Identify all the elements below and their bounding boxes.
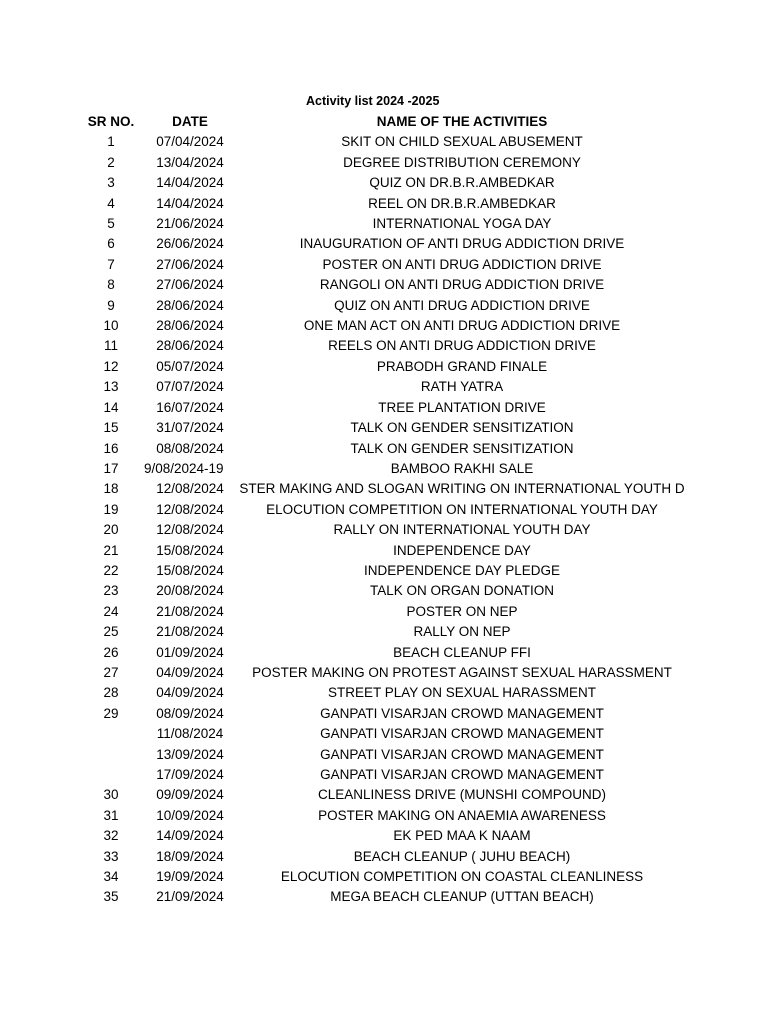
table-row — [78, 847, 688, 867]
sr-no-cell: 26 — [103, 644, 119, 660]
date-cell: 10/09/2024 — [156, 807, 224, 823]
sr-no-cell: 17 — [103, 460, 119, 476]
activity-cell: POSTER ON ANTI DRUG ADDICTION DRIVE — [322, 256, 602, 272]
sr-no-cell: 34 — [103, 869, 119, 885]
date-cell: 18/09/2024 — [156, 848, 224, 864]
table-row — [78, 520, 688, 540]
date-cell: 21/08/2024 — [156, 603, 224, 619]
date-cell: 15/08/2024 — [156, 562, 224, 578]
date-cell: 28/06/2024 — [156, 297, 224, 313]
activity-cell: ONE MAN ACT ON ANTI DRUG ADDICTION DRIVE — [303, 318, 621, 334]
sr-no-cell: 6 — [107, 236, 115, 252]
sr-no-cell: 25 — [103, 624, 119, 640]
activity-cell: RALLY ON NEP — [413, 624, 511, 640]
table-row — [78, 765, 688, 785]
table-row — [78, 887, 688, 907]
sr-no-cell — [78, 765, 144, 785]
table-row — [78, 745, 688, 765]
sr-no-cell: 7 — [107, 256, 115, 272]
sr-no-cell: 31 — [103, 807, 119, 823]
date-cell: 27/06/2024 — [156, 256, 224, 272]
activity-cell: POSTER MAKING ON PROTEST AGAINST SEXUAL HARASSMENT — [252, 664, 672, 680]
activity-cell: REEL ON DR.B.R.AMBEDKAR — [368, 195, 556, 211]
date-cell: 14/04/2024 — [156, 195, 224, 211]
header-sr-no: SR NO. — [87, 114, 135, 129]
activity-cell: QUIZ ON ANTI DRUG ADDICTION DRIVE — [334, 297, 590, 313]
activity-cell: EK PED MAA K NAAM — [393, 828, 531, 844]
sr-no-cell: 18 — [103, 481, 119, 497]
activity-cell: INDEPENDENCE DAY PLEDGE — [363, 562, 561, 578]
sr-no-cell: 30 — [103, 787, 119, 803]
sr-no-cell: 10 — [103, 318, 119, 334]
date-cell: 07/07/2024 — [156, 379, 224, 395]
sr-no-cell: 35 — [103, 889, 119, 905]
sr-no-cell: 3 — [107, 175, 115, 191]
activity-cell: TALK ON GENDER SENSITIZATION — [350, 420, 574, 436]
sr-no-cell: 28 — [103, 685, 119, 701]
date-cell: 08/08/2024 — [156, 440, 224, 456]
sr-no-cell: 23 — [103, 583, 119, 599]
sr-no-cell: 14 — [103, 399, 119, 415]
activity-cell: MEGA BEACH CLEANUP (UTTAN BEACH) — [330, 889, 594, 905]
date-cell: 07/04/2024 — [156, 134, 224, 150]
table-row — [78, 418, 688, 438]
activity-cell: RANGOLI ON ANTI DRUG ADDICTION DRIVE — [319, 277, 605, 293]
sr-no-cell: 27 — [103, 664, 119, 680]
activity-cell: RALLY ON INTERNATIONAL YOUTH DAY — [333, 522, 591, 538]
date-cell: 28/06/2024 — [156, 338, 224, 354]
activity-cell: REELS ON ANTI DRUG ADDICTION DRIVE — [328, 338, 596, 354]
date-cell: 9/08/2024-19 — [144, 460, 224, 476]
sr-no-cell: 4 — [107, 195, 115, 211]
table-row — [78, 683, 688, 703]
sr-no-cell: 8 — [107, 277, 115, 293]
table-row — [78, 234, 688, 254]
table-row — [78, 255, 688, 275]
date-cell: 13/09/2024 — [156, 746, 224, 762]
table-row — [78, 173, 688, 193]
table-header-row — [78, 112, 688, 132]
activity-cell: DEGREE DISTRIBUTION CEREMONY — [343, 154, 581, 170]
table-row — [78, 398, 688, 418]
sr-no-cell: 1 — [107, 134, 115, 150]
table-row — [78, 724, 688, 744]
activity-cell: CLEANLINESS DRIVE (MUNSHI COMPOUND) — [317, 787, 607, 803]
table-row — [78, 663, 688, 683]
date-cell: 14/09/2024 — [156, 828, 224, 844]
table-row — [78, 500, 688, 520]
activity-cell: BAMBOO RAKHI SALE — [390, 460, 534, 476]
sr-no-cell: 15 — [103, 420, 119, 436]
date-cell: 12/08/2024 — [156, 501, 224, 517]
activity-cell: BEACH CLEANUP FFI — [393, 644, 531, 660]
table-row — [78, 581, 688, 601]
header-date: DATE — [172, 114, 208, 129]
activity-cell: INAUGURATION OF ANTI DRUG ADDICTION DRIVE — [299, 236, 625, 252]
date-cell: 17/09/2024 — [156, 767, 224, 782]
date-cell: 19/09/2024 — [156, 869, 224, 885]
sr-no-cell: 5 — [107, 216, 115, 232]
sr-no-cell — [78, 724, 144, 744]
activity-cell: TALK ON ORGAN DONATION — [369, 583, 555, 599]
activity-cell: GANPATI VISARJAN CROWD MANAGEMENT — [320, 767, 604, 782]
table-row — [78, 357, 688, 377]
date-cell: 08/09/2024 — [156, 705, 224, 721]
sr-no-cell: 20 — [103, 522, 119, 538]
table-row — [78, 704, 688, 724]
table-row — [78, 826, 688, 846]
date-cell: 27/06/2024 — [156, 277, 224, 293]
activity-cell: STER MAKING AND SLOGAN WRITING ON INTERNATIONAL YOUTH D — [239, 481, 685, 497]
table-row — [78, 806, 688, 826]
activity-cell: TREE PLANTATION DRIVE — [378, 399, 546, 415]
date-cell: 01/09/2024 — [156, 644, 224, 660]
table-row — [78, 785, 688, 805]
table-row — [78, 214, 688, 234]
activity-cell: POSTER ON NEP — [406, 603, 518, 619]
date-cell: 13/04/2024 — [156, 154, 224, 170]
table-row — [78, 622, 688, 642]
date-cell: 12/08/2024 — [156, 481, 224, 497]
date-cell: 21/06/2024 — [156, 216, 224, 232]
activity-cell: RATH YATRA — [420, 379, 504, 395]
sr-no-cell: 21 — [103, 542, 119, 558]
date-cell: 21/09/2024 — [156, 889, 224, 905]
date-cell: 26/06/2024 — [156, 236, 224, 252]
sr-no-cell — [78, 745, 144, 765]
table-row — [78, 153, 688, 173]
table-row — [78, 541, 688, 561]
sr-no-cell: 32 — [103, 828, 119, 844]
date-cell: 28/06/2024 — [156, 318, 224, 334]
sr-no-cell: 11 — [103, 338, 118, 354]
date-cell: 16/07/2024 — [156, 399, 224, 415]
activity-cell: INTERNATIONAL YOGA DAY — [372, 216, 552, 232]
activity-cell: ELOCUTION COMPETITION ON COASTAL CLEANLINESS — [280, 869, 644, 885]
date-cell: 20/08/2024 — [156, 583, 224, 599]
table-row — [78, 336, 688, 356]
activity-cell: ELOCUTION COMPETITION ON INTERNATIONAL YOUTH DAY — [266, 501, 658, 517]
sr-no-cell: 16 — [103, 440, 119, 456]
activity-cell: PRABODH GRAND FINALE — [376, 358, 548, 374]
table-row — [78, 561, 688, 581]
sr-no-cell: 13 — [103, 379, 119, 395]
date-cell: 15/08/2024 — [156, 542, 224, 558]
table-row — [78, 132, 688, 152]
date-cell: 31/07/2024 — [156, 420, 224, 436]
table-row — [78, 479, 688, 499]
date-cell: 04/09/2024 — [156, 664, 224, 680]
activity-cell: GANPATI VISARJAN CROWD MANAGEMENT — [320, 746, 604, 762]
table-row — [78, 194, 688, 214]
table-row — [78, 377, 688, 397]
date-cell: 09/09/2024 — [156, 787, 224, 803]
table-row — [78, 275, 688, 295]
table-row — [78, 439, 688, 459]
activity-cell: GANPATI VISARJAN CROWD MANAGEMENT — [320, 726, 604, 742]
activity-cell: GANPATI VISARJAN CROWD MANAGEMENT — [320, 705, 604, 721]
table-row — [78, 643, 688, 663]
activity-cell: INDEPENDENCE DAY — [393, 542, 531, 558]
activity-cell: TALK ON GENDER SENSITIZATION — [350, 440, 574, 456]
activity-cell: SKIT ON CHILD SEXUAL ABUSEMENT — [341, 134, 583, 150]
sr-no-cell: 33 — [103, 848, 119, 864]
sr-no-cell: 29 — [103, 705, 119, 721]
sr-no-cell: 22 — [103, 562, 119, 578]
table-row — [78, 602, 688, 622]
sr-no-cell: 24 — [103, 603, 119, 619]
activity-cell: BEACH CLEANUP ( JUHU BEACH) — [353, 848, 571, 864]
date-cell: 11/08/2024 — [156, 726, 224, 742]
table-row — [78, 316, 688, 336]
sr-no-cell: 12 — [103, 358, 119, 374]
activity-cell: STREET PLAY ON SEXUAL HARASSMENT — [327, 685, 597, 701]
document-title: Activity list 2024 -2025 — [306, 94, 440, 108]
date-cell: 14/04/2024 — [156, 175, 224, 191]
table-row — [78, 296, 688, 316]
sr-no-cell: 19 — [103, 501, 119, 517]
date-cell: 04/09/2024 — [156, 685, 224, 701]
sr-no-cell: 9 — [107, 297, 115, 313]
activity-cell: POSTER MAKING ON ANAEMIA AWARENESS — [318, 807, 606, 823]
table-row — [78, 867, 688, 887]
sr-no-cell: 2 — [107, 154, 115, 170]
date-cell: 12/08/2024 — [156, 522, 224, 538]
activity-cell: QUIZ ON DR.B.R.AMBEDKAR — [369, 175, 555, 191]
table-row — [78, 459, 688, 479]
date-cell: 21/08/2024 — [156, 624, 224, 640]
activity-table — [78, 112, 688, 908]
date-cell: 05/07/2024 — [156, 358, 224, 374]
header-activity: NAME OF THE ACTIVITIES — [376, 114, 548, 129]
